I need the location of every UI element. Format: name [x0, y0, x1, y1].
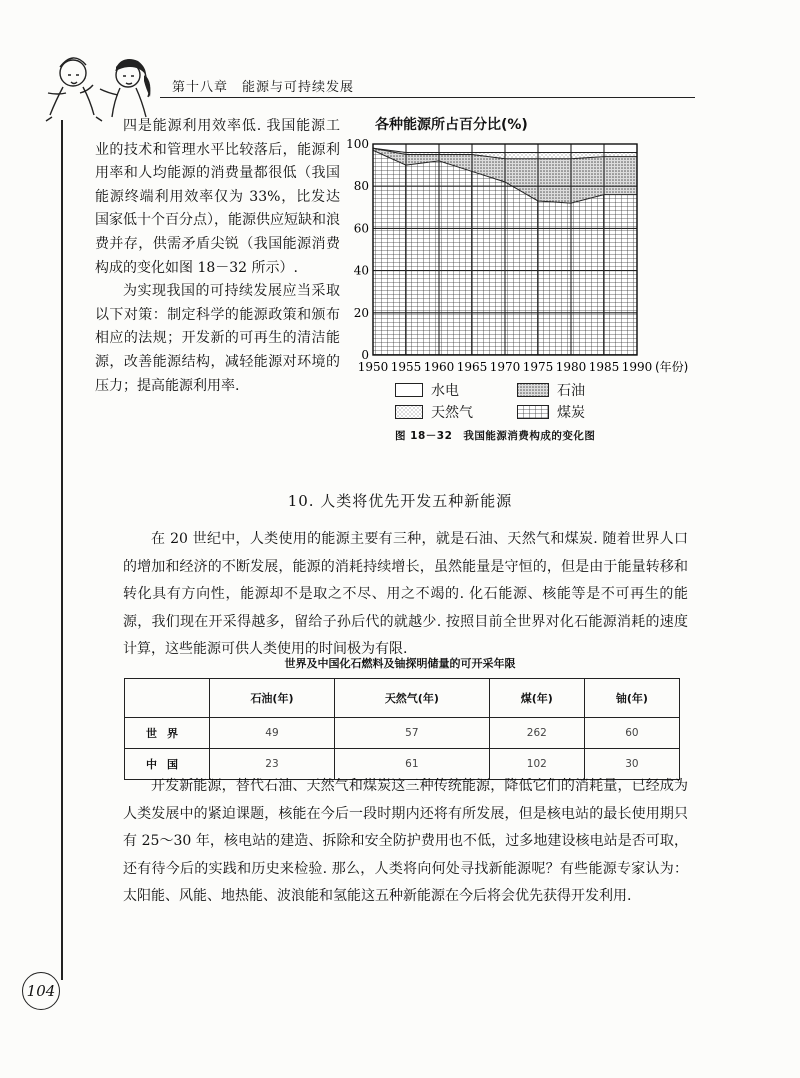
y-tick-label: 20	[353, 305, 369, 320]
x-tick-label: 1970	[489, 360, 521, 374]
y-tick-label: 40	[353, 263, 369, 278]
header-rule	[160, 97, 695, 98]
paragraph: 为实现我国的可持续发展应当采取以下对策：制定科学的能源政策和颁布相应的法规；开发新的可再生的清洁能源，改善能源结构，减轻能源对环境的压力；提高能源利用率.	[95, 283, 340, 394]
legend-label-gas: 天然气	[431, 405, 473, 421]
legend-label-hydro: 水电	[431, 383, 459, 399]
chart-title: 各种能源所占百分比(%)	[375, 117, 528, 133]
chart-legend	[395, 380, 695, 425]
x-tick-label: 1955	[390, 360, 422, 374]
section-text	[123, 526, 688, 664]
table-header-cell	[125, 679, 210, 718]
legend-swatch-hydro	[395, 383, 423, 397]
table-header-cell: 石油(年)	[210, 679, 335, 718]
header-illustration	[28, 45, 163, 125]
table-cell: 102	[489, 749, 584, 780]
paragraph: 在 20 世纪中，人类使用的能源主要有三种，就是石油、天然气和煤炭. 随着世界人口的增加和经济的不断发展，能源的消耗持续增长，虽然能量是守恒的，但是由于能量转移和转化具有方向性，能源却不是取之不尽、用之不竭的. 化石能源、核能等是不可再生的能源，我们现在开采得越多，留给子孙后代的就越少. 按照目前全世界对化石能源消耗的速度计算，这些能源可供人类使用的时间极为有限.	[123, 531, 688, 658]
legend-label-oil: 石油	[557, 383, 585, 399]
table-header-cell: 铀(年)	[584, 679, 679, 718]
energy-consumption-chart	[345, 134, 690, 379]
paragraph: 四是能源利用效率低. 我国能源工业的技术和管理水平比较落后，能源利用率和人均能源的消费量都很低（我国能源终端利用效率仅为 33%，比发达国家低十个百分点），能源供应短缺和浪费并存，供需矛盾尖锐（我国能源消费构成的变化如图 18－32 所示）.	[95, 118, 340, 276]
x-tick-label: 1975	[522, 360, 554, 374]
page-number: 104	[22, 972, 60, 1010]
table-cell: 57	[334, 718, 489, 749]
closing-text	[123, 773, 688, 911]
section-title: 10. 人类将优先开发五种新能源	[287, 492, 513, 510]
y-tick-label: 80	[353, 179, 369, 194]
legend-swatch-coal	[517, 405, 549, 419]
table-title: 世界及中国化石燃料及铀探明储量的可开采年限	[284, 657, 516, 670]
table-header-cell: 天然气(年)	[334, 679, 489, 718]
margin-rule	[61, 120, 63, 980]
table-cell: 60	[584, 718, 679, 749]
table-cell: 61	[334, 749, 489, 780]
y-tick-label: 60	[353, 221, 369, 236]
row-label: 中国	[125, 749, 210, 780]
legend-label-coal: 煤炭	[557, 405, 585, 421]
chart-caption: 图 18－32 我国能源消费构成的变化图	[395, 430, 596, 442]
table-cell: 49	[210, 718, 335, 749]
y-tick-label: 0	[361, 348, 369, 362]
table-header-row	[125, 679, 680, 718]
chapter-header: 第十八章 能源与可持续发展	[172, 80, 355, 95]
table-cell: 262	[489, 718, 584, 749]
paragraph: 开发新能源，替代石油、天然气和煤炭这三种传统能源，降低它们的消耗量，已经成为人类发展中的紧迫课题，核能在今后一段时期内还将有所发展，但是核电站的最长使用期只有 25～30 年，核电站的建造、拆除和安全防护费用也不低，过多地建设核电站是否可取，还有待今后的实践和历史来检验. 那么，人类将向何处寻找新能源呢？有些能源专家认为：太阳能、风能、地热能、波浪能和氢能这五种新能源在今后将会优先获得开发利用.	[123, 778, 688, 905]
y-tick-label: 100	[346, 137, 369, 151]
legend-swatch-oil	[517, 383, 549, 397]
table-cell: 30	[584, 749, 679, 780]
reserves-table	[124, 678, 680, 780]
x-tick-label: 1950	[357, 360, 389, 374]
x-tick-label: 1985	[588, 360, 620, 374]
left-column-text	[95, 115, 340, 398]
x-tick-label: 1980	[555, 360, 587, 374]
row-label: 世界	[125, 718, 210, 749]
table-row	[125, 718, 680, 749]
table-cell: 23	[210, 749, 335, 780]
x-tick-label: 1960	[423, 360, 455, 374]
x-tick-label: 1965	[456, 360, 488, 374]
legend-swatch-gas	[395, 405, 423, 419]
table-header-cell: 煤(年)	[489, 679, 584, 718]
x-axis-label: (年份)	[655, 360, 689, 374]
x-tick-label: 1990	[621, 360, 653, 374]
